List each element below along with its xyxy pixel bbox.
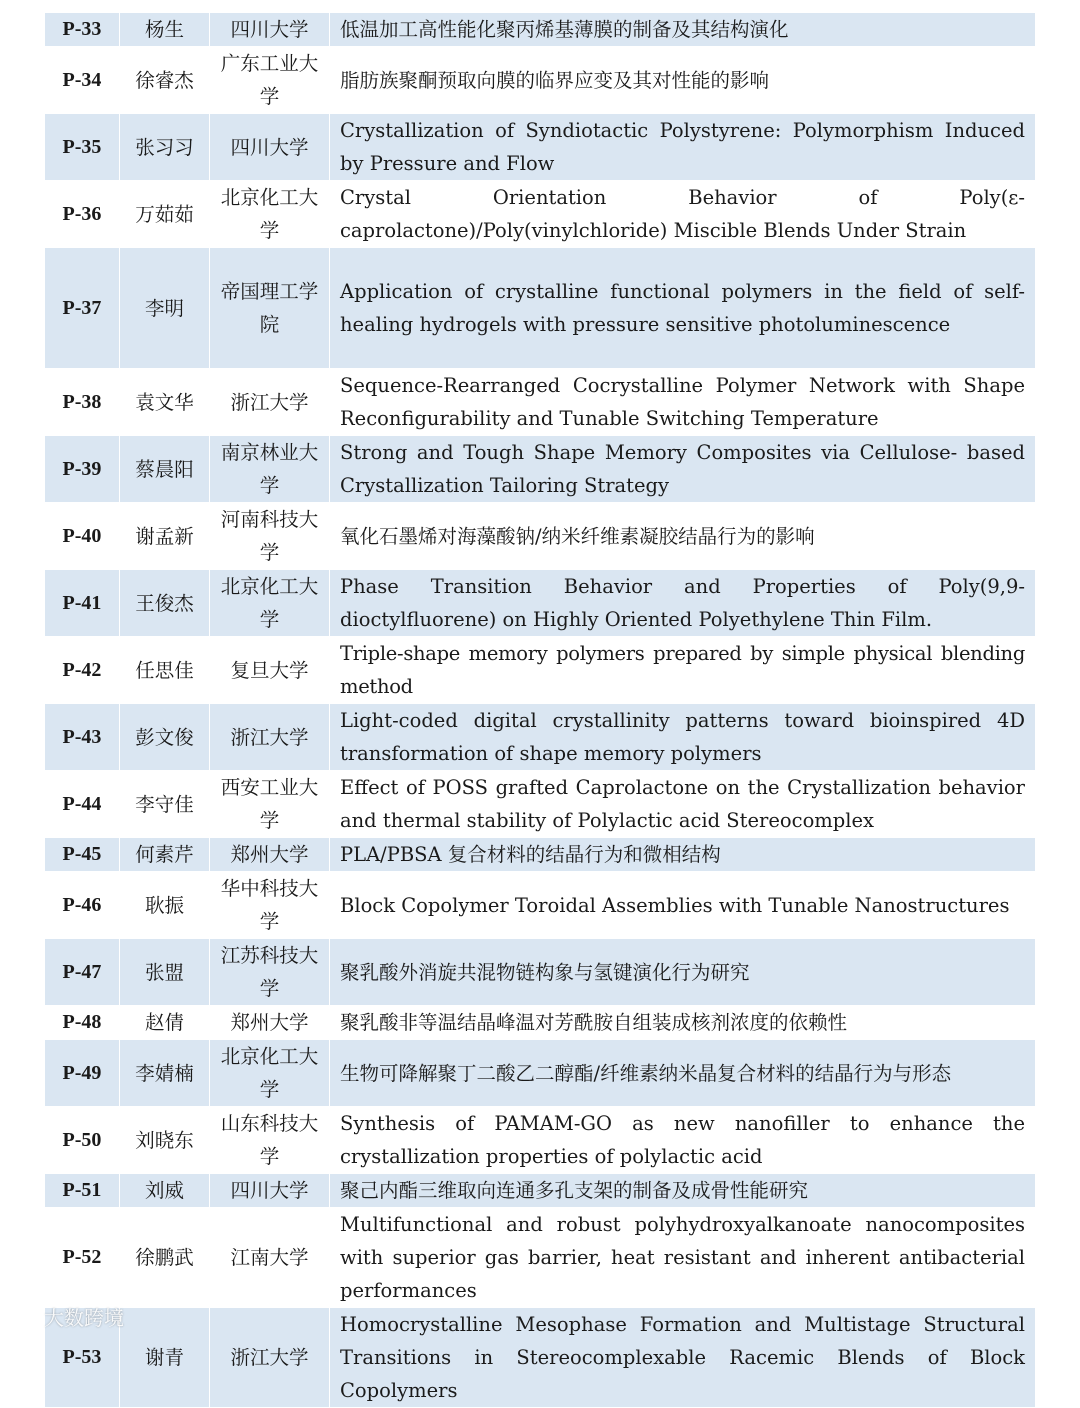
presenter-name: 赵倩 [120, 1006, 210, 1040]
presenter-name: 李明 [120, 248, 210, 369]
university: 北京化工大学 [210, 181, 330, 248]
poster-title: Crystallization of Syndiotactic Polystyrene: Polymorphism Induced by Pressure and Flow [330, 114, 1036, 181]
university: 浙江大学 [210, 1308, 330, 1408]
university: 江苏科技大学 [210, 939, 330, 1006]
university: 浙江大学 [210, 704, 330, 771]
poster-id: P-41 [45, 570, 120, 637]
presenter-name: 杨生 [120, 13, 210, 47]
university: 四川大学 [210, 13, 330, 47]
poster-title: 聚乳酸外消旋共混物链构象与氢键演化行为研究 [330, 939, 1036, 1006]
poster-list-table [44, 12, 1036, 1408]
poster-id: P-43 [45, 704, 120, 771]
poster-id: P-35 [45, 114, 120, 181]
university: 帝国理工学院 [210, 248, 330, 369]
presenter-name: 彭文俊 [120, 704, 210, 771]
poster-id: P-33 [45, 13, 120, 47]
table-row [45, 570, 1036, 637]
watermark-logo-icon [10, 1306, 38, 1328]
presenter-name: 徐鹏武 [120, 1208, 210, 1308]
presenter-name: 何素芹 [120, 838, 210, 872]
poster-id: P-48 [45, 1006, 120, 1040]
presenter-name: 张习习 [120, 114, 210, 181]
poster-title: PLA/PBSA 复合材料的结晶行为和微相结构 [330, 838, 1036, 872]
table-row [45, 704, 1036, 771]
poster-title: 低温加工高性能化聚丙烯基薄膜的制备及其结构演化 [330, 13, 1036, 47]
table-row [45, 436, 1036, 503]
poster-id: P-44 [45, 771, 120, 838]
table-row [45, 771, 1036, 838]
poster-title: Light-coded digital crystallinity patterns toward bioinspired 4D transformation of shape memory polymers [330, 704, 1036, 771]
poster-id: P-34 [45, 47, 120, 114]
poster-title: Phase Transition Behavior and Properties of Poly(9,9-dioctylfluorene) on Highly Oriented Polyethylene Thin Film. [330, 570, 1036, 637]
poster-id: P-42 [45, 637, 120, 704]
presenter-name: 李婧楠 [120, 1040, 210, 1107]
presenter-name: 刘威 [120, 1174, 210, 1208]
table-row [45, 838, 1036, 872]
presenter-name: 袁文华 [120, 369, 210, 436]
table-row [45, 503, 1036, 570]
poster-title: 生物可降解聚丁二酸乙二醇酯/纤维素纳米晶复合材料的结晶行为与形态 [330, 1040, 1036, 1107]
university: 郑州大学 [210, 1006, 330, 1040]
presenter-name: 蔡晨阳 [120, 436, 210, 503]
university: 北京化工大学 [210, 1040, 330, 1107]
poster-id: P-38 [45, 369, 120, 436]
presenter-name: 王俊杰 [120, 570, 210, 637]
university: 南京林业大学 [210, 436, 330, 503]
poster-id: P-37 [45, 248, 120, 369]
table-row [45, 1208, 1036, 1308]
university: 华中科技大学 [210, 872, 330, 939]
poster-title: Crystal Orientation Behavior of Poly(ε-caprolactone)/Poly(vinylchloride) Miscible Blends Under Strain [330, 181, 1036, 248]
poster-title: Effect of POSS grafted Caprolactone on the Crystallization behavior and thermal stability of Polylactic acid Stereocomplex [330, 771, 1036, 838]
table-row [45, 637, 1036, 704]
presenter-name: 谢青 [120, 1308, 210, 1408]
university: 四川大学 [210, 1174, 330, 1208]
poster-id: P-36 [45, 181, 120, 248]
presenter-name: 刘晓东 [120, 1107, 210, 1174]
poster-title: 氧化石墨烯对海藻酸钠/纳米纤维素凝胶结晶行为的影响 [330, 503, 1036, 570]
university: 河南科技大学 [210, 503, 330, 570]
poster-id: P-45 [45, 838, 120, 872]
poster-id: P-40 [45, 503, 120, 570]
presenter-name: 万茹茹 [120, 181, 210, 248]
university: 广东工业大学 [210, 47, 330, 114]
table-row [45, 369, 1036, 436]
poster-id: P-53 [45, 1308, 120, 1408]
presenter-name: 任思佳 [120, 637, 210, 704]
university: 西安工业大学 [210, 771, 330, 838]
poster-title: Block Copolymer Toroidal Assemblies with Tunable Nanostructures [330, 872, 1036, 939]
presenter-name: 张盟 [120, 939, 210, 1006]
presenter-name: 耿振 [120, 872, 210, 939]
poster-id: P-51 [45, 1174, 120, 1208]
university: 浙江大学 [210, 369, 330, 436]
table-row [45, 1006, 1036, 1040]
poster-id: P-46 [45, 872, 120, 939]
university: 四川大学 [210, 114, 330, 181]
poster-id: P-39 [45, 436, 120, 503]
watermark-text: 大数跨境 [44, 1306, 124, 1330]
presenter-name: 李守佳 [120, 771, 210, 838]
poster-title: Sequence-Rearranged Cocrystalline Polymer Network with Shape Reconfigurability and Tunable Switching Temperature [330, 369, 1036, 436]
table-row [45, 13, 1036, 47]
poster-id: P-49 [45, 1040, 120, 1107]
poster-title: 聚己内酯三维取向连通多孔支架的制备及成骨性能研究 [330, 1174, 1036, 1208]
watermark [10, 1302, 124, 1331]
table-row [45, 1040, 1036, 1107]
table-row [45, 181, 1036, 248]
poster-title: Triple-shape memory polymers prepared by simple physical blending method [330, 637, 1036, 704]
university: 江南大学 [210, 1208, 330, 1308]
presenter-name: 谢孟新 [120, 503, 210, 570]
table-row [45, 1107, 1036, 1174]
table-row [45, 248, 1036, 369]
poster-title: Multifunctional and robust polyhydroxyalkanoate nanocomposites with superior gas barrier, heat resistant and inherent antibacterial performances [330, 1208, 1036, 1308]
poster-id: P-52 [45, 1208, 120, 1308]
poster-title: Application of crystalline functional polymers in the field of self-healing hydrogels with pressure sensitive photoluminescence [330, 248, 1036, 369]
table-row [45, 1174, 1036, 1208]
table-row [45, 939, 1036, 1006]
table-row [45, 872, 1036, 939]
table-row [45, 114, 1036, 181]
university: 北京化工大学 [210, 570, 330, 637]
university: 山东科技大学 [210, 1107, 330, 1174]
poster-id: P-47 [45, 939, 120, 1006]
poster-title: Synthesis of PAMAM-GO as new nanofiller to enhance the crystallization properties of polylactic acid [330, 1107, 1036, 1174]
university: 复旦大学 [210, 637, 330, 704]
poster-title: Strong and Tough Shape Memory Composites via Cellulose- based Crystallization Tailoring Strategy [330, 436, 1036, 503]
poster-title: Homocrystalline Mesophase Formation and Multistage Structural Transitions in Stereocomplexable Racemic Blends of Block Copolymers [330, 1308, 1036, 1408]
poster-title: 脂肪族聚酮预取向膜的临界应变及其对性能的影响 [330, 47, 1036, 114]
table-row [45, 1308, 1036, 1408]
table-row [45, 47, 1036, 114]
poster-id: P-50 [45, 1107, 120, 1174]
university: 郑州大学 [210, 838, 330, 872]
presenter-name: 徐睿杰 [120, 47, 210, 114]
poster-title: 聚乳酸非等温结晶峰温对芳酰胺自组装成核剂浓度的依赖性 [330, 1006, 1036, 1040]
